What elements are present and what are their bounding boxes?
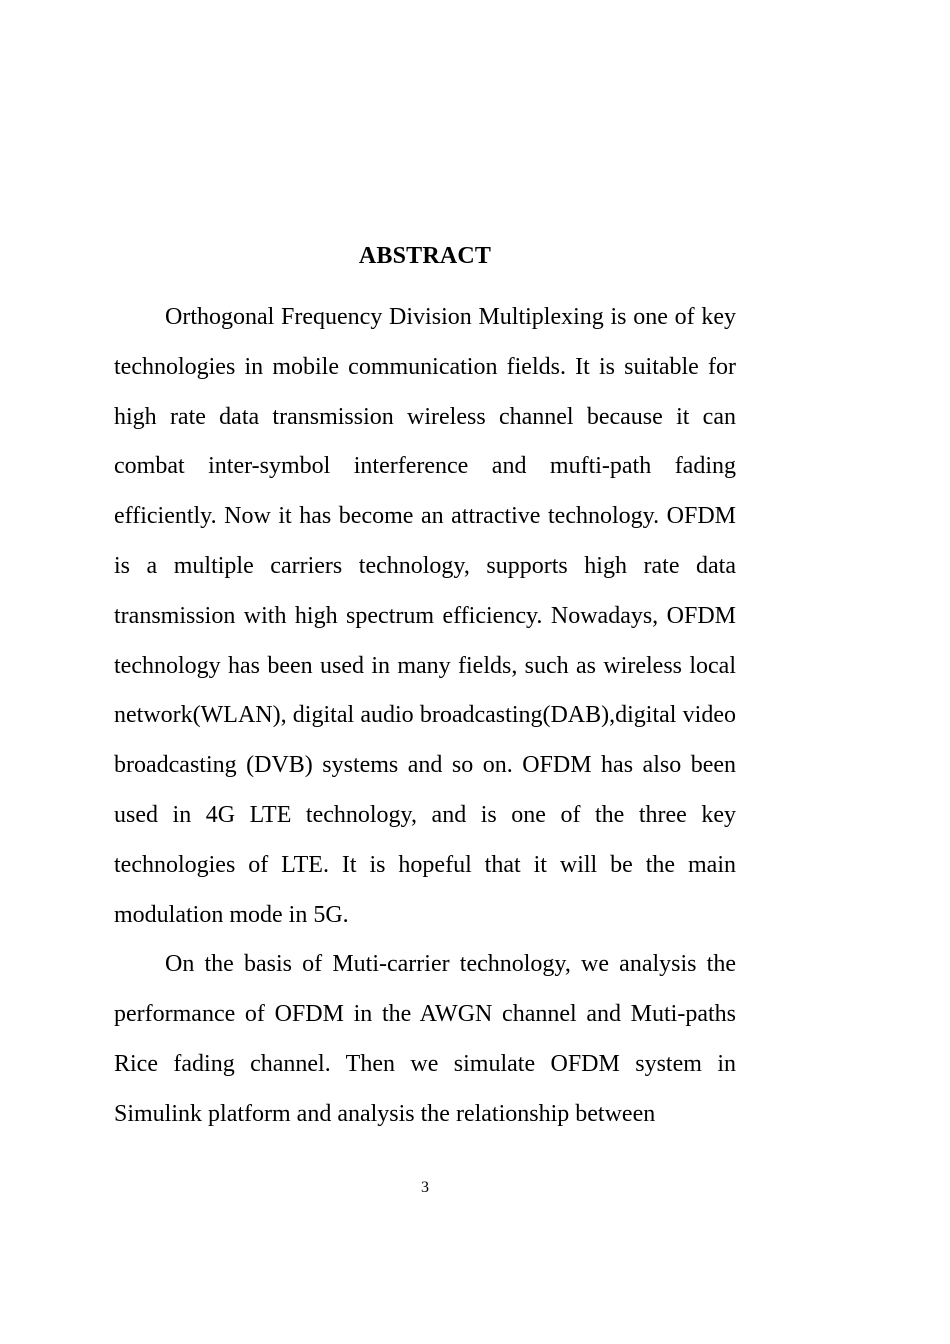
abstract-paragraph-1: Orthogonal Frequency Division Multiplexing is one of key technologies in mobile communication fields. It is suitable for high rate data transmission wireless channel because it can combat inter-symbol interference and mufti-path fading efficiently. Now it has become an attractive technology. OFDM is a multiple carriers technology, supports high rate data transmission with high spectrum efficiency. Nowadays, OFDM technology has been used in many fields, such as wireless local network(WLAN), digital audio broadcasting(DAB),digital video broadcasting (DVB) systems and so on. OFDM has also been used in 4G LTE technology, and is one of the three key technologies of LTE. It is hopeful that it will be the main modulation mode in 5G.: [114, 304, 736, 928]
abstract-heading: ABSTRACT: [358, 243, 492, 269]
page-number: 3: [421, 1179, 429, 1196]
abstract-body: [114, 293, 736, 1140]
abstract-paragraph-2: On the basis of Muti-carrier technology, we analysis the performance of OFDM in the AWGN channel and Muti-paths Rice fading channel. Then we simulate OFDM system in Simulink platform and analysis the relationship between: [114, 951, 736, 1127]
